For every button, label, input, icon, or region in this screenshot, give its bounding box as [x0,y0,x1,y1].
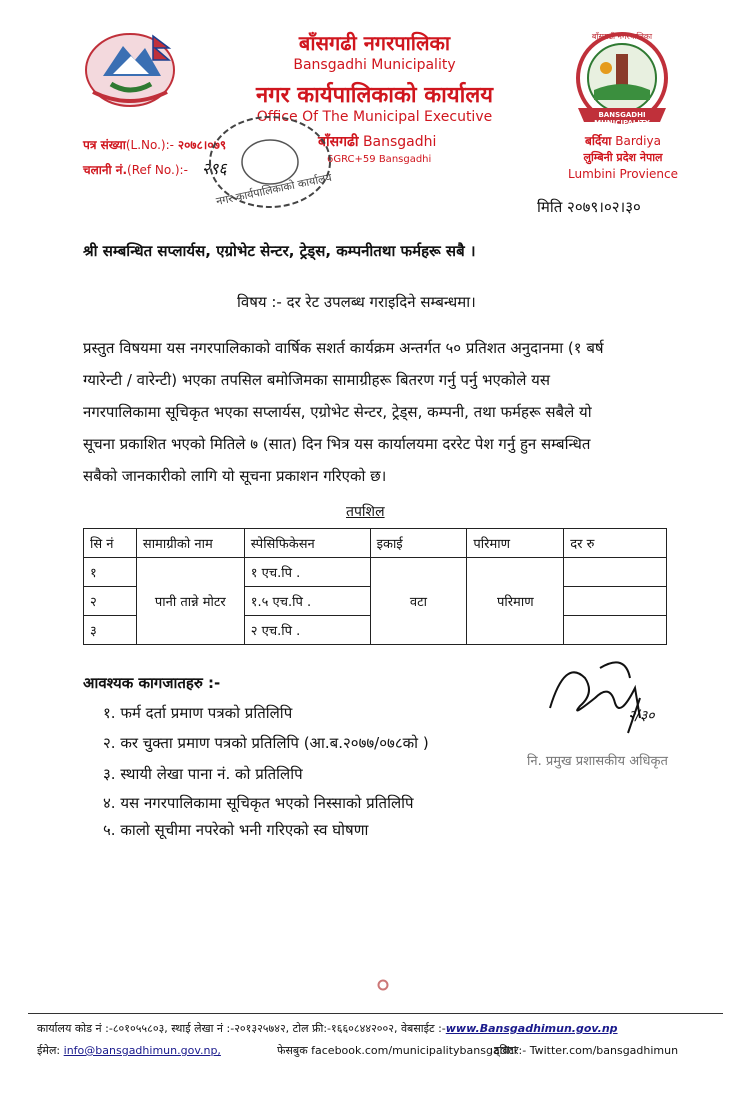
right-logo-ribbon-text: BANSGADHI MUNICIPALITY [594,111,650,127]
letter-date: मिति २०७९।०२।३० [537,198,641,216]
letter-number-label-en: (L.No.):- [125,138,174,152]
items-table [83,528,667,645]
table-header-row [84,529,667,558]
body-line: ग्यारेन्टी / वारेन्टी) भएका तपसिल बमोजिमका सामाग्रीहरू बितरण गर्नु पर्नु भएकोले यस [83,371,550,389]
documents-heading: आवश्यक कागजातहरु :- [83,674,221,692]
document-item: १. फर्म दर्ता प्रमाण पत्रको प्रतिलिपि [103,704,293,722]
location-np: बाँसगढी [318,134,359,150]
footer-codes: कार्यालय कोड नं :-८०१०५५८०३, स्थाई लेखा नं :-२०१३२५७४२, टोल फ्री:-१६६०८४४२००२, वेबसाईट :- [37,1022,446,1035]
right-logo-ring-text: बाँसगढी नगरपालिका [591,32,653,41]
serial-cell: १ [84,558,137,587]
footer-divider [28,1013,723,1014]
table-header-cell: स्पेसिफिकेसन [244,529,370,558]
rate-cell[interactable] [564,558,667,587]
province-np: लुम्बिनी प्रदेश नेपाल [583,151,663,164]
document-item: ४. यस नगरपालिकामा सूचिकृत भएको निस्साको प्रतिलिपि [103,794,414,812]
body-line: सूचना प्रकाशित भएको मितिले ७ (सात) दिन भित्र यस कार्यालयमा दररेट पेश गर्नु हुन सम्बन्धित [83,435,591,453]
table-header-cell: सामाग्रीको नाम [136,529,244,558]
stamp-text-3: नगर कार्यपालिकाको कार्यालय [214,170,333,209]
signature-date: २/३० [628,708,655,724]
footer-line-2 [37,1043,221,1058]
footer-line-1 [37,1021,618,1036]
spec-cell: १.५ एच.पि . [244,587,370,616]
serial-cell: ३ [84,616,137,645]
province-en: Lumbini Provience [568,167,678,181]
table-header-cell: परिमाण [467,529,564,558]
table-caption: तपशिल [346,504,385,520]
quantity-cell: परिमाण [467,558,564,645]
location-line [318,132,436,151]
rate-cell[interactable] [564,587,667,616]
table-header-cell: दर रु [564,529,667,558]
reference-number-label: चलानी नं. [83,163,128,177]
letter-number-label: पत्र संख्या [83,138,126,152]
document-item: ३. स्थायी लेखा पाना नं. को प्रतिलिपि [103,765,303,783]
spec-cell: १ एच.पि . [244,558,370,587]
signature-title: नि. प्रमुख प्रशासकीय अधिकृत [527,754,668,769]
plus-code: 6GRC+59 Bansgadhi [327,154,432,165]
body-line: नगरपालिकामा सूचिकृत भएका सप्लार्यस, एग्रोभेट सेन्टर, ट्रेड्स, कम्पनी, तथा फर्महरू सबैले यो [83,403,592,421]
unit-cell: वटा [370,558,467,645]
right-location [568,132,678,149]
body-line: प्रस्तुत विषयमा यस नगरपालिकाको वार्षिक सशर्त कार्यक्रम अन्तर्गत ५० प्रतिशत अनुदानमा (१ बर्ष [83,339,604,357]
punch-hole-mark [377,979,389,991]
email-label: ईमेल: [37,1044,61,1057]
municipality-name-np: बाँसगढी नगरपालिका [298,31,451,55]
signature-scribble [540,648,680,743]
facebook-link[interactable]: फेसबुक facebook.com/municipalitybansgadhi [277,1044,517,1057]
twitter-link[interactable]: ट्विटर:- Twitter.com/bansgadhimun [494,1044,679,1057]
office-name-np: नगर कार्यपालिकाको कार्यालय [256,83,493,108]
item-name-cell: पानी तान्ने मोटर [136,558,244,645]
office-name-en: Office Of The Municipal Executive [256,109,493,125]
right-location-np: बर्दिया [585,134,612,148]
reference-number-label-en: (Ref No.):- [127,163,188,177]
table-header-cell: इकाई [370,529,467,558]
reference-number-value: २९६ [201,159,227,178]
email-link[interactable]: info@bansgadhimun.gov.np, [63,1044,221,1057]
subject-line: विषय :- दर रेट उपलब्ध गराइदिने सम्बन्धमा। [237,293,476,311]
right-location-en: Bardiya [615,134,661,148]
municipality-name-en: Bansgadhi Municipality [293,57,456,73]
letter-number-value: २०७८।०७९ [177,138,227,152]
website-link[interactable]: www.Bansgadhimun.gov.np [445,1022,618,1035]
body-line: सबैको जानकारीको लागि यो सूचना प्रकाशन गरिएको छ। [83,467,387,485]
document-item: २. कर चुक्ता प्रमाण पत्रको प्रतिलिपि (आ.ब.२०७७/०७८को ) [103,734,429,752]
table-header-cell: सि नं [84,529,137,558]
spec-cell: २ एच.पि . [244,616,370,645]
recipient-line: श्री सम्बन्धित सप्लार्यस, एग्रोभेट सेन्टर, ट्रेड्स, कम्पनीतथा फर्महरू सबै । [83,242,476,260]
location-en: Bansgadhi [362,134,437,150]
table-row [84,558,667,587]
serial-cell: २ [84,587,137,616]
body-paragraph [83,332,667,492]
rate-cell[interactable] [564,616,667,645]
document-item: ५. कालो सूचीमा नपरेको भनी गरिएको स्व घोषणा [103,821,369,839]
